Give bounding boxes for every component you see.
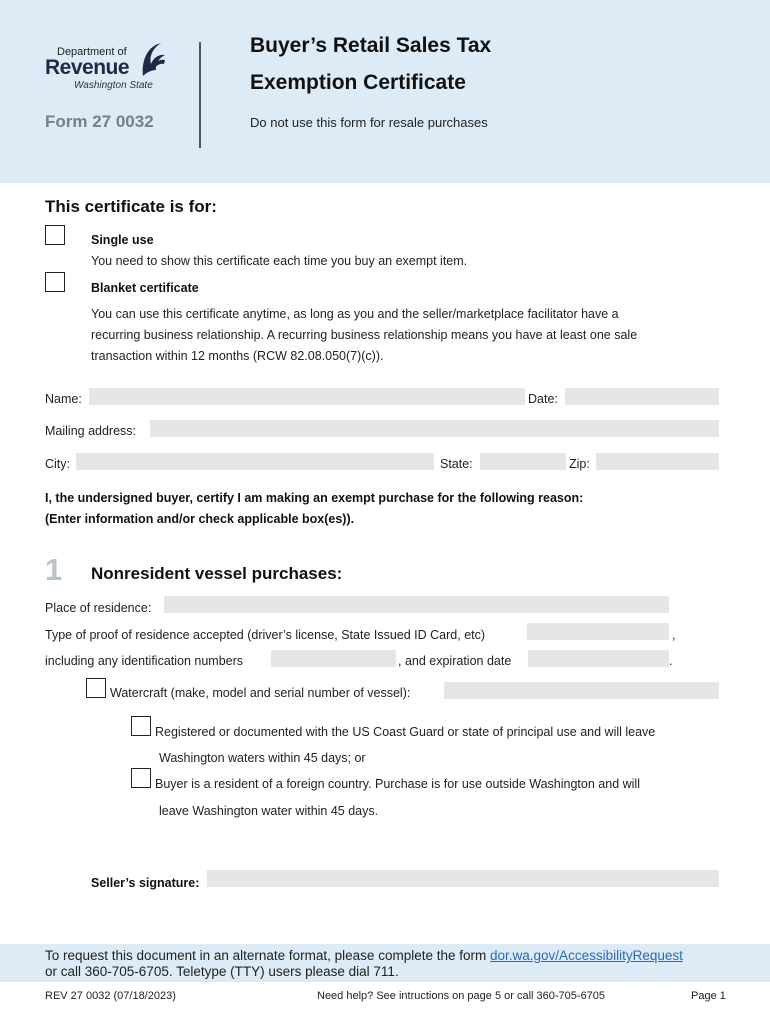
seller-signature-field[interactable] xyxy=(207,870,719,887)
certificate-heading: This certificate is for: xyxy=(45,197,217,216)
certify-line1: I, the undersigned buyer, certify I am making an exempt purchase for the following reason: xyxy=(45,491,584,505)
logo-state-text: Washington State xyxy=(74,80,153,91)
name-field[interactable] xyxy=(89,388,525,405)
registered-checkbox[interactable] xyxy=(131,716,151,736)
seller-signature-label: Seller’s signature: xyxy=(91,876,200,890)
certify-line2: (Enter information and/or check applicable box(es)). xyxy=(45,512,355,526)
foreign-resident-checkbox[interactable] xyxy=(131,768,151,788)
watercraft-label: Watercraft (make, model and serial number of vessel): xyxy=(110,686,411,700)
proof-suffix: , xyxy=(672,628,676,642)
date-field[interactable] xyxy=(565,388,719,405)
proof-field[interactable] xyxy=(527,623,669,640)
logo-dept-text: Department of xyxy=(57,46,127,58)
registered-line1: Registered or documented with the US Coast Guard or state of principal use and will leave xyxy=(155,725,656,739)
date-label: Date: xyxy=(528,392,558,406)
state-field[interactable] xyxy=(480,453,566,470)
request-text: To request this document in an alternate format, please complete the form xyxy=(45,948,487,963)
watercraft-checkbox[interactable] xyxy=(86,678,106,698)
foreign-line2: leave Washington water within 45 days. xyxy=(159,804,379,818)
zip-label: Zip: xyxy=(569,457,590,471)
id-numbers-field[interactable] xyxy=(271,650,396,667)
expiration-label: , and expiration date xyxy=(398,654,512,668)
blanket-label: Blanket certificate xyxy=(91,281,199,295)
proof-label: Type of proof of residence accepted (driver’s license, State Issued ID Card, etc) xyxy=(45,628,486,642)
city-field[interactable] xyxy=(76,453,434,470)
single-use-checkbox[interactable] xyxy=(45,225,65,245)
dor-logo xyxy=(45,40,170,95)
registered-line2: Washington waters within 45 days; or xyxy=(159,751,366,765)
blanket-checkbox[interactable] xyxy=(45,272,65,292)
section-title: Nonresident vessel purchases: xyxy=(91,564,343,583)
city-label: City: xyxy=(45,457,70,471)
blanket-description-line2: recurring business relationship. A recurring business relationship means you have at least one sale xyxy=(91,328,638,342)
mailing-address-field[interactable] xyxy=(150,420,719,437)
form-title-line2: Exemption Certificate xyxy=(250,71,466,94)
certify-statement xyxy=(45,488,583,530)
id-numbers-label: including any identification numbers xyxy=(45,654,244,668)
logo-swoosh-icon xyxy=(139,40,167,78)
rev-number: REV 27 0032 (07/18/2023) xyxy=(45,990,176,1002)
form-title-line1: Buyer’s Retail Sales Tax xyxy=(250,34,492,57)
name-label: Name: xyxy=(45,392,82,406)
header-divider xyxy=(199,42,201,148)
expiration-suffix: . xyxy=(669,654,673,668)
foreign-line1: Buyer is a resident of a foreign country. Purchase is for use outside Washington and will xyxy=(155,777,640,791)
mailing-address-label: Mailing address: xyxy=(45,424,137,438)
state-label: State: xyxy=(440,457,473,471)
residence-field[interactable] xyxy=(164,596,669,613)
section-number: 1 xyxy=(45,552,63,587)
blanket-description-line1: You can use this certificate anytime, as long as you and the seller/marketplace facilitator have a xyxy=(91,307,619,321)
accessibility-link[interactable]: dor.wa.gov/AccessibilityRequest xyxy=(490,948,683,963)
expiration-field[interactable] xyxy=(528,650,669,667)
logo-revenue-text: Revenue xyxy=(45,56,130,79)
single-use-label: Single use xyxy=(91,233,154,247)
tty-text: or call 360-705-6705. Teletype (TTY) users please dial 711. xyxy=(45,964,399,979)
single-use-description: You need to show this certificate each time you buy an exempt item. xyxy=(91,254,468,268)
watercraft-field[interactable] xyxy=(444,682,719,699)
page-number: Page 1 xyxy=(691,990,726,1002)
residence-label: Place of residence: xyxy=(45,601,152,615)
zip-field[interactable] xyxy=(596,453,719,470)
form-number: Form 27 0032 xyxy=(45,112,154,131)
accessibility-notice xyxy=(45,948,683,980)
help-text: Need help? See intructions on page 5 or call 360-705-6705 xyxy=(317,990,606,1002)
blanket-description-line3: transaction within 12 months (RCW 82.08.050(7)(c)). xyxy=(91,349,384,363)
form-subtitle: Do not use this form for resale purchases xyxy=(250,115,488,130)
